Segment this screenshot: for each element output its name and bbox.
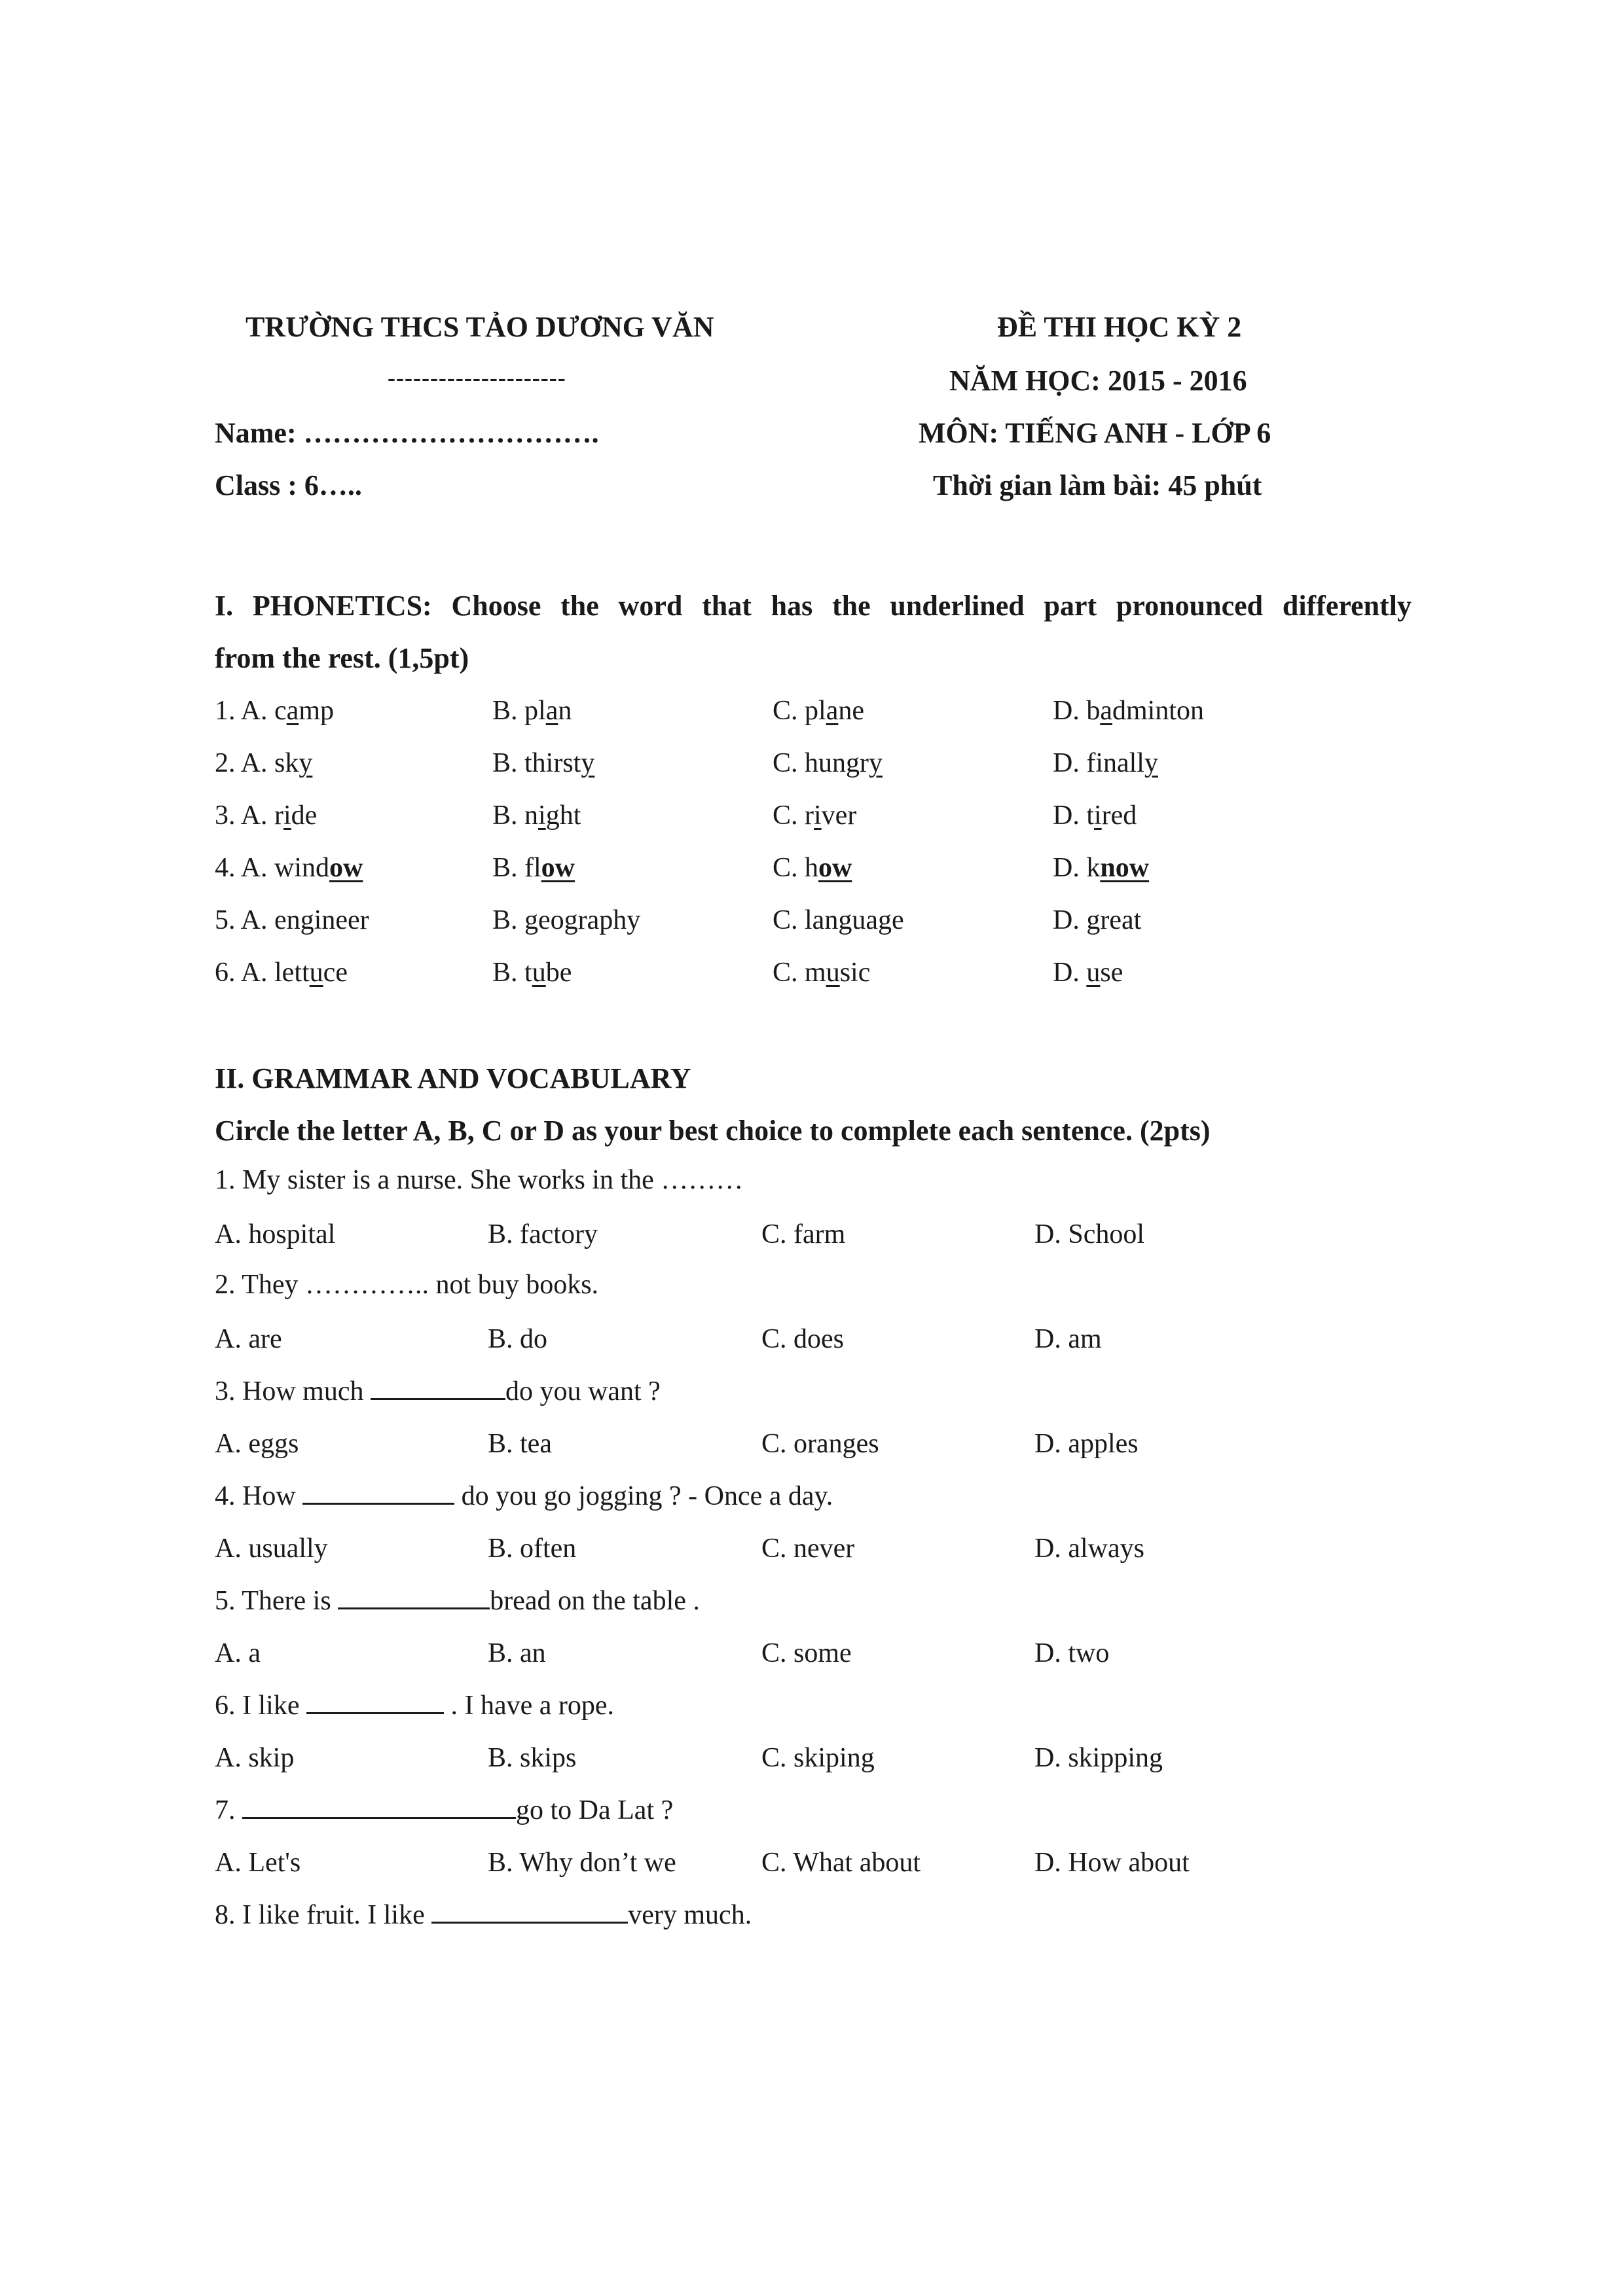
q7-option-b[interactable]: B. Why don’t we: [488, 1848, 676, 1878]
phonetics-q4-option-b[interactable]: [492, 852, 575, 884]
question-8: [215, 1899, 752, 1929]
underlined-part: i: [283, 800, 291, 831]
option-text: B. n: [492, 800, 539, 831]
q5-text-before: 5. There is: [215, 1586, 338, 1616]
q1-option-a[interactable]: A. hospital: [215, 1219, 336, 1249]
option-text: D. finall: [1053, 748, 1144, 778]
option-text: 1. A. c: [215, 696, 287, 726]
option-text-rest: ce: [323, 958, 348, 988]
q8-text-before: 8. I like fruit. I like: [215, 1900, 432, 1930]
underlined-part: i: [814, 800, 822, 831]
q7-option-a[interactable]: A. Let's: [215, 1848, 301, 1878]
name-line: Name: ………………………….: [215, 417, 599, 449]
q1-option-b[interactable]: B. factory: [488, 1219, 598, 1249]
option-text-rest: be: [545, 958, 572, 988]
q4-blank[interactable]: [302, 1480, 454, 1505]
phonetics-q1-option-a[interactable]: [215, 695, 334, 726]
class-line-text: Class : 6…..: [215, 469, 362, 501]
option-text: C. m: [773, 958, 826, 988]
duration: Thời gian làm bài: 45 phút: [933, 469, 1262, 501]
q3-option-a[interactable]: A. eggs: [215, 1429, 299, 1459]
phonetics-q3-option-c[interactable]: [773, 800, 856, 831]
q5-option-c[interactable]: C. some: [761, 1638, 852, 1668]
question-5: [215, 1585, 700, 1615]
option-text: D.: [1053, 905, 1087, 935]
option-text: C. langua: [773, 905, 878, 935]
q4-option-d[interactable]: D. always: [1034, 1534, 1144, 1564]
underlined-part: i: [1094, 800, 1102, 831]
phonetics-q1-option-b[interactable]: [492, 695, 572, 726]
grammar-heading: II. GRAMMAR AND VOCABULARY: [215, 1062, 691, 1094]
option-text-rest: dminton: [1112, 696, 1205, 726]
phonetics-q3-option-d[interactable]: [1053, 800, 1137, 831]
underlined-part: u: [309, 958, 323, 988]
question-3: [215, 1376, 661, 1405]
phonetics-heading-line1: I. PHONETICS: Choose the word that has the underlined part pronounced differently: [215, 590, 1412, 622]
q5-text-after: bread on the table .: [490, 1586, 700, 1616]
q5-blank[interactable]: [338, 1585, 490, 1609]
underlined-part: g: [1086, 905, 1101, 935]
phonetics-heading-line2: from the rest. (1,5pt): [215, 642, 469, 674]
phonetics-q3-option-a[interactable]: [215, 800, 317, 831]
underlined-part: y: [1144, 748, 1158, 778]
q4-text-before: 4. How: [215, 1481, 303, 1511]
option-text-rest: ne: [838, 696, 864, 726]
phonetics-q5-option-a[interactable]: [215, 905, 369, 936]
phonetics-q6-option-a[interactable]: [215, 957, 348, 988]
option-text: C. pl: [773, 696, 826, 726]
option-text-rest: ght: [545, 800, 581, 831]
question-4: [215, 1480, 833, 1510]
option-text: B. pl: [492, 696, 546, 726]
q3-option-c[interactable]: C. oranges: [761, 1429, 879, 1459]
option-text: 2. A. sk: [215, 748, 299, 778]
option-text: B.: [492, 905, 525, 935]
question-7: [215, 1795, 673, 1824]
q1-option-c[interactable]: C. farm: [761, 1219, 846, 1249]
option-text-rest: n: [558, 696, 572, 726]
option-text-rest: sic: [839, 958, 871, 988]
phonetics-q6-option-c[interactable]: [773, 957, 870, 988]
option-text: B. t: [492, 958, 532, 988]
option-text: 5. A. en: [215, 905, 301, 935]
phonetics-q4-option-c[interactable]: [773, 852, 852, 884]
q7-text-before: 7.: [215, 1795, 242, 1825]
underlined-part: a: [286, 696, 299, 726]
school-name: TRƯỜNG THCS TẢO DƯƠNG VĂN: [246, 311, 714, 343]
phonetics-q5-option-b[interactable]: [492, 905, 640, 936]
underlined-part: g: [877, 905, 892, 935]
option-text: 3. A. r: [215, 800, 283, 831]
phonetics-q2-option-c[interactable]: [773, 747, 883, 779]
q3-option-b[interactable]: B. tea: [488, 1429, 552, 1459]
option-text: B. thirst: [492, 748, 581, 778]
underlined-part: u: [1086, 958, 1101, 988]
option-text: B. fl: [492, 853, 541, 883]
q6-blank[interactable]: [306, 1690, 444, 1714]
phonetics-q2-option-a[interactable]: [215, 747, 312, 779]
q6-text-after: . I have a rope.: [443, 1691, 615, 1721]
q2-option-d[interactable]: D. am: [1034, 1324, 1102, 1354]
underlined-part: u: [532, 958, 546, 988]
q2-option-a[interactable]: A. are: [215, 1324, 282, 1354]
underlined-part: a: [1100, 696, 1112, 726]
underlined-part: i: [538, 800, 546, 831]
phonetics-q2-option-b[interactable]: [492, 747, 594, 779]
q2-option-b[interactable]: B. do: [488, 1324, 548, 1354]
q5-option-d[interactable]: D. two: [1034, 1638, 1110, 1668]
phonetics-q4-option-a[interactable]: [215, 852, 363, 884]
q5-option-b[interactable]: B. an: [488, 1638, 546, 1668]
q3-blank[interactable]: [371, 1376, 505, 1400]
option-text-rest: e: [891, 905, 904, 935]
phonetics-q3-option-b[interactable]: [492, 800, 581, 831]
q6-option-c[interactable]: C. skiping: [761, 1743, 875, 1773]
phonetics-q1-option-c[interactable]: [773, 695, 864, 726]
option-text: C. r: [773, 800, 814, 831]
q6-option-a[interactable]: A. skip: [215, 1743, 295, 1773]
q6-text-before: 6. I like: [215, 1691, 306, 1721]
q4-option-b[interactable]: B. often: [488, 1534, 577, 1564]
q4-option-c[interactable]: C. never: [761, 1534, 855, 1564]
school-year: NĂM HỌC: 2015 - 2016: [949, 365, 1247, 397]
underlined-part: a: [826, 696, 839, 726]
option-text: 6. A. lett: [215, 958, 310, 988]
q5-option-a[interactable]: A. a: [215, 1638, 261, 1668]
phonetics-q5-option-d[interactable]: [1053, 905, 1141, 936]
q2-option-c[interactable]: C. does: [761, 1324, 844, 1354]
q7-option-c[interactable]: C. What about: [761, 1848, 921, 1878]
subject: MÔN: TIẾNG ANH - LỚP 6: [919, 417, 1271, 449]
option-text-rest: se: [1100, 958, 1123, 988]
underlined-part: y: [581, 748, 595, 778]
option-text: D. b: [1053, 696, 1101, 726]
underlined-part: u: [826, 958, 840, 988]
question-1: 1. My sister is a nurse. She works in the ………: [215, 1165, 744, 1195]
phonetics-q6-option-b[interactable]: [492, 957, 572, 988]
option-text-rest: reat: [1100, 905, 1142, 935]
option-text: 4. A. wind: [215, 853, 330, 883]
option-text-rest: de: [291, 800, 318, 831]
option-text-rest: red: [1101, 800, 1137, 831]
underlined-part: a: [545, 696, 558, 726]
phonetics-q1-option-d[interactable]: [1053, 695, 1204, 726]
q7-text-after: go to Da Lat ?: [516, 1795, 674, 1825]
phonetics-q4-option-d[interactable]: [1053, 852, 1149, 884]
underlined-part: y: [869, 748, 883, 778]
option-text: D. k: [1053, 853, 1101, 883]
q3-text-before: 3. How much: [215, 1376, 371, 1407]
q4-option-a[interactable]: A. usually: [215, 1534, 328, 1564]
q6-option-b[interactable]: B. skips: [488, 1743, 577, 1773]
school-dashes: ---------------------: [388, 365, 566, 391]
class-line: [215, 469, 362, 502]
grammar-instruction: Circle the letter A, B, C or D as your best choice to complete each sentence. (2pts): [215, 1115, 1211, 1147]
q6-option-d[interactable]: D. skipping: [1034, 1743, 1163, 1773]
q8-blank[interactable]: [431, 1899, 628, 1924]
exam-title: ĐỀ THI HỌC KỲ 2: [997, 311, 1242, 343]
phonetics-q5-option-c[interactable]: [773, 905, 904, 936]
underlined-part: ow: [541, 853, 575, 883]
question-6: [215, 1690, 614, 1719]
option-text: C. hungr: [773, 748, 869, 778]
option-text: C. h: [773, 853, 819, 883]
option-text-rest: ver: [821, 800, 857, 831]
option-text-rest: eography: [538, 905, 641, 935]
underlined-part: g: [524, 905, 539, 935]
q4-text-after: do you go jogging ? - Once a day.: [454, 1481, 833, 1511]
option-text-rest: mp: [299, 696, 334, 726]
q3-text-after: do you want ?: [505, 1376, 661, 1407]
underlined-part: ow: [329, 853, 363, 883]
underlined-part: now: [1100, 853, 1150, 883]
q7-option-d[interactable]: D. How about: [1034, 1848, 1190, 1878]
q7-blank[interactable]: [242, 1795, 516, 1819]
question-2: 2. They ………….. not buy books.: [215, 1270, 599, 1300]
phonetics-q2-option-d[interactable]: [1053, 747, 1158, 779]
option-text: D.: [1053, 958, 1087, 988]
underlined-part: g: [300, 905, 314, 935]
q1-option-d[interactable]: D. School: [1034, 1219, 1144, 1249]
option-text-rest: ineer: [314, 905, 369, 935]
q3-option-d[interactable]: D. apples: [1034, 1429, 1139, 1459]
option-text: D. t: [1053, 800, 1094, 831]
phonetics-q6-option-d[interactable]: [1053, 957, 1123, 988]
underlined-part: y: [299, 748, 313, 778]
underlined-part: ow: [818, 853, 852, 883]
q8-text-after: very much.: [628, 1900, 752, 1930]
